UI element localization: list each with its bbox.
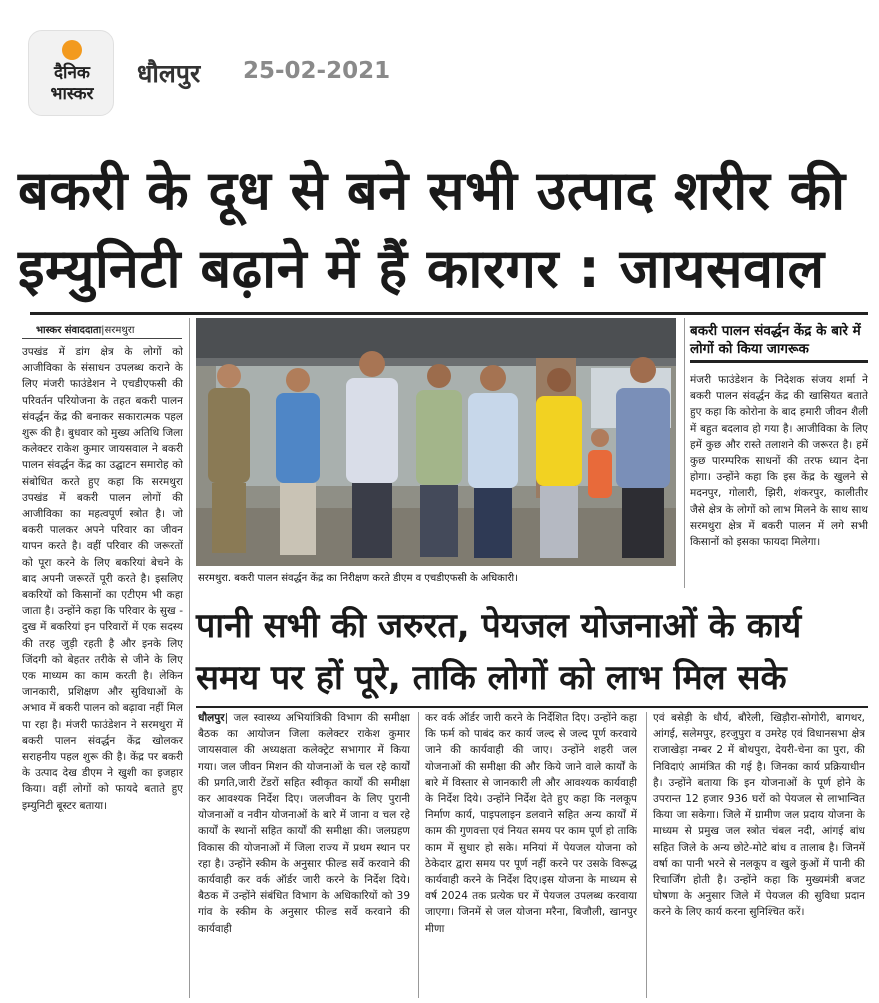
byline — [36, 322, 134, 336]
sun-icon — [62, 40, 82, 60]
edition-city: धौलपुर — [137, 59, 201, 88]
second-story-column-3: एवं बसेड़ी के धौर्य, बौरेली, खिड़ौरा-सोगोरी, बागथर, आंगई, सलेमपुर, हरजुपुरा व उमरेह एवं विधानसभा क्षेत्र राजाखेड़ा नम्बर 2 में बोथपुरा, देयरी-चेना का पुरा, की निविदाएं आमंत्रित की गई है। जिनका कार्य प्रक्रियाधीन है। उन्होंने बताया कि इन योजनाओं के पूर्ण होने के उपरान्त 12 हजार 936 घरों को पेयजल से लाभान्वित किया जा सकेगा। जिले में ग्रामीण जल प्रदाय योजना के माध्यम से प्रमुख जल स्त्रोत चंबल नदी, आंगई बांध सहित जिले के अन्य छोटे-मोटे बांध व तालाब है। जिनमें वर्षा का पानी भरने से नलकूप व खुले कुओं में पानी की रिचार्जिंग होती है। उन्होंने कहा कि मुख्यमंत्री बजट घोषणा के अनुसार जिले में पेयजल की सुविधा प्रदान करने के लिए कार्य करना सुनिश्चित करें। — [653, 712, 865, 919]
logo-text-line1: दैनिक — [54, 63, 90, 83]
column-divider — [418, 712, 419, 998]
column-divider — [646, 712, 647, 998]
event-photo — [196, 318, 676, 566]
byline-divider — [22, 338, 182, 339]
second-headline-divider — [196, 706, 868, 708]
sidebar-headline: बकरी पालन संवर्द्धन केंद्र के बारे में लोगों को किया जागरूक — [690, 323, 861, 357]
byline-place: |सरमथुरा — [101, 325, 135, 336]
main-headline: बकरी के दूध से बने सभी उत्पाद शरीर की इम्युनिटी बढ़ाने में हैं कारगर : जायसवाल — [18, 159, 846, 300]
newspaper-header — [0, 0, 879, 125]
sidebar-body: मंजरी फाउंडेशन के निदेशक संजय शर्मा ने बकरी पालन संवर्द्धन केंद्र की खासियत बताते हुए कहा कि कोरोना के बाद हमारी जीवन शैली में बहुत बदलाव हो गया है। आजीविका के लिए हमें कुछ और रास्ते तलाशने की जरूरत है। हमें कुछ पारम्परिक साधनों की तरफ ध्यान देना होगा। उन्होंने कहा कि इस केंद्र के खुलने से मदनपुर, गोलारी, झिरी, शंकरपुर, कालीतीर जैसे क्षेत्र के लोगों को लाभ मिलने के साथ साथ सरमथुरा क्षेत्र में बकरी पालन में लगे सभी किसानों को इसका फायदा मिलेगा। — [690, 374, 868, 549]
second-story-column-2: कर वर्क ऑर्डर जारी करने के निर्देशित दिए। उन्होंने कहा कि फर्म को पाबंद कर कार्य जल्द से जल्द पूर्ण करवाये जाने की कार्यवाही की जाए। उन्होंने शहरी जल योजनाओं की समीक्षा की और किये जाने वाले कार्यों के बारे में विस्तार से जानकारी ली और आवश्यक कार्यवाही के निर्देश दिये। उन्होंने निर्देश देते हुए कहा कि नलकूप निर्माण कार्य, पाइपलाइन डलवाने सहित अन्य कार्यों में काम की गुणवत्ता एवं नियत समय पर काम पूर्ण हो ताकि काम में सुधार हो सके। मनियां में पेयजल योजना को ठेकेदार द्वारा समय पर पूर्ण नहीं करने पर उसके विरूद्ध कार्यवाही करने के निर्देश दिए।इस योजना के माध्यम से वर्ष 2024 तक प्रत्येक घर में पेयजल उपलब्ध करवाया जाएगा। जिनमें से जल योजना मरैना, बिजौली, खानपुर मीणा — [425, 712, 637, 935]
column-divider — [684, 318, 685, 588]
column-divider — [189, 318, 190, 998]
main-story-body: उपखंड में डांग क्षेत्र के लोगों को आजीविका के संसाधन उपलब्ध कराने के लिए मंजरी फाउंडेशन ने एचडीएफसी की परिवर्तन परियोजना के तहत बकरी पालन संवर्द्धन केंद्र की बनाकर सकारात्मक पहल शुरू की है। बुधवार को मुख्य अतिथि जिला कलेक्टर राकेश कुमार जायसवाल ने बकरी पालन संवर्द्धन केंद्र का उद्घाटन समारोह को संबोधित करते हुए कहा कि सरमथुरा उपखंड में बकरी पालन लोगों की आजीविका का महत्वपूर्ण स्त्रोत है। जो बकरी पालकर अपने परिवार का जीवन यापन करते है। वहीं परिवार की जरूरतों को पूरा करने के लिए बकरियां बेचने के बाद अपनी जरूरतें पूरी करते है। इसलिए बकरियों को किसानों का एटीएम भी कहा जाता है। उन्होंने कहा कि परिवार के सुख - दुख में बकरियां इन परिवारों में एक सदस्य की तरह जुड़ी रहती है और इनके लिए जिंदगी को बेहतर तरीके से जीने के लिए एक माध्यम का काम करती है। लेकिन जानकारी, प्रशिक्षण और सुविधाओं के अभाव में बकरी पालन को बढ़ावा नहीं मिल पा रहा है। मंजरी फाउंडेशन ने सरमथुरा में बकरी पालन संवर्द्धन केंद्र खोलकर सराहनीय पहल शुरू की है। केंद्र पर बकरी के उत्पाद देख डीएम ने खुशी का इजहार किया। वहीं लोगों को फायदे बताते हुए इम्युनिटी बूस्टर बताया। — [22, 346, 183, 812]
photo-caption: सरमथुरा. बकरी पालन संवर्द्धन केंद्र का निरीक्षण करते डीएम व एचडीएफसी के अधिकारी। — [198, 573, 518, 584]
second-story-column-1 — [198, 710, 410, 998]
column-text: | जल स्वास्थ्य अभियांत्रिकी विभाग की समीक्षा बैठक का आयोजन जिला कलेक्टर राकेश कुमार जायसवाल की अध्यक्षता कलेक्ट्रेट सभागार में किया गया। जल जीवन मिशन की योजनाओं के चल रहे कार्यों की प्रगति,जारी टेंडरों सहित स्वीकृत कार्यों की समीक्षा कर आवश्यक निर्देश दिए। जलजीवन के लिए पुरानी योजनाओं व नवीन योजनाओं के बारे में जाना व चल रहे कार्यों के स्थानों सहित कार्यों की समीक्षा की। जलग्रहण विकास की योजनाओं में जिला राज्य में प्रथम स्थान पर रहा है। उन्होंने स्कीम के अनुसार फील्ड सर्वे करवाने की कार्यवाही कर वर्क ऑर्डर जारी करने के निर्देश दिये। बैठक में उन्होंने संबंधित विभाग के अधिकारियों को 39 गांव के स्कीम के अनुसार फील्ड सर्वे करवाने की कार्यवाही — [198, 712, 410, 935]
headline-divider — [30, 312, 868, 315]
sidebar-divider — [690, 360, 868, 363]
dainik-bhaskar-logo — [28, 30, 114, 116]
dateline: धौलपुर — [198, 712, 225, 724]
second-headline: पानी सभी की जरुरत, पेयजल योजनाओं के कार्य समय पर हों पूरे, ताकि लोगों को लाभ मिल सके — [196, 606, 802, 698]
byline-source: भास्कर संवाददाता — [36, 325, 102, 336]
logo-text-line2: भास्कर — [50, 84, 94, 104]
edition-date: 25-02-2021 — [243, 58, 391, 84]
